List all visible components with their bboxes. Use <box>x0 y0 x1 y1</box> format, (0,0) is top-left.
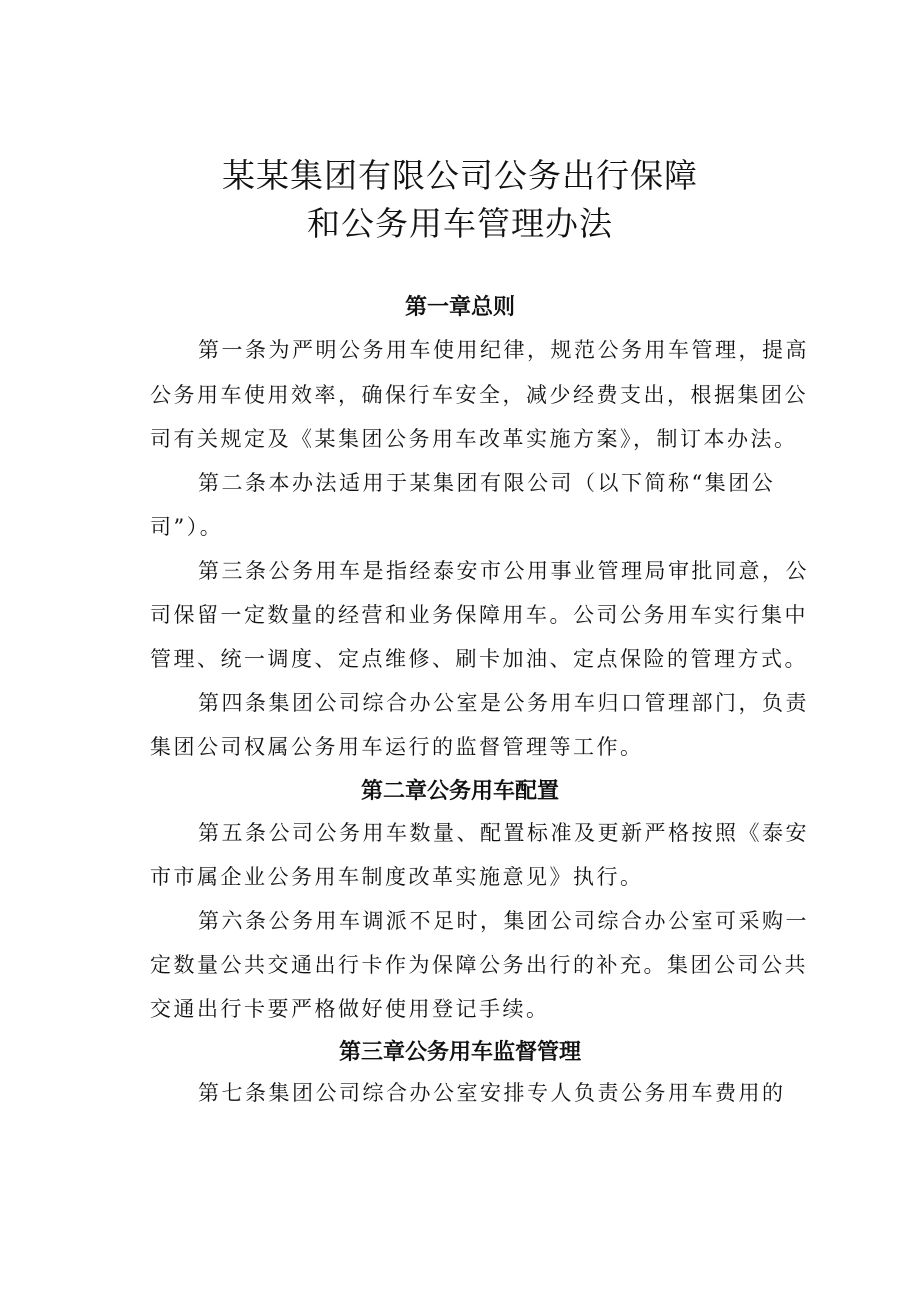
paragraph-line: 集团公司权属公务用车运行的监督管理等工作。 <box>150 735 644 759</box>
paragraph-line: 司”）。 <box>150 515 224 539</box>
paragraph-line: 市市属企业公务用车制度改革实施意见》执行。 <box>150 865 644 889</box>
chapter-heading-3: 第三章公务用车监督管理 <box>338 1040 581 1065</box>
paragraph-line: 司保留一定数量的经营和业务保障用车。公司公务用车实行集中 <box>150 603 808 627</box>
chapter-heading-1: 第一章总则 <box>404 295 515 320</box>
paragraph-line: 第三条公务用车是指经泰安市公用事业管理局审批同意，公 <box>198 559 809 583</box>
paragraph-line: 第四条集团公司综合办公室是公务用车归口管理部门，负责 <box>198 691 809 715</box>
document-title-line-2: 和公务用车管理办法 <box>307 204 613 243</box>
paragraph-line: 司有关规定及《某集团公务用车改革实施方案》，制订本办法。 <box>150 427 798 451</box>
paragraph-line: 第一条为严明公务用车使用纪律，规范公务用车管理，提高 <box>198 338 809 362</box>
paragraph-line: 交通出行卡要严格做好使用登记手续。 <box>150 997 550 1021</box>
paragraph-line: 定数量公共交通出行卡作为保障公务出行的补充。集团公司公共 <box>150 953 808 977</box>
paragraph-line: 第六条公务用车调派不足时，集团公司综合办公室可采购一 <box>198 909 809 933</box>
chapter-heading-2: 第二章公务用车配置 <box>360 779 559 804</box>
paragraph-line: 公务用车使用效率，确保行车安全，减少经费支出，根据集团公 <box>150 383 808 407</box>
paragraph-line: 第二条本办法适用于某集团有限公司（以下简称“集团公 <box>198 471 776 495</box>
paragraph-line: 第五条公司公务用车数量、配置标准及更新严格按照《泰安 <box>198 821 809 845</box>
paragraph-line: 第七条集团公司综合办公室安排专人负责公务用车费用的 <box>198 1081 786 1105</box>
paragraph-line: 管理、统一调度、定点维修、刷卡加油、定点保险的管理方式。 <box>150 647 808 671</box>
document-title-line-1: 某某集团有限公司公务出行保障 <box>222 156 698 195</box>
